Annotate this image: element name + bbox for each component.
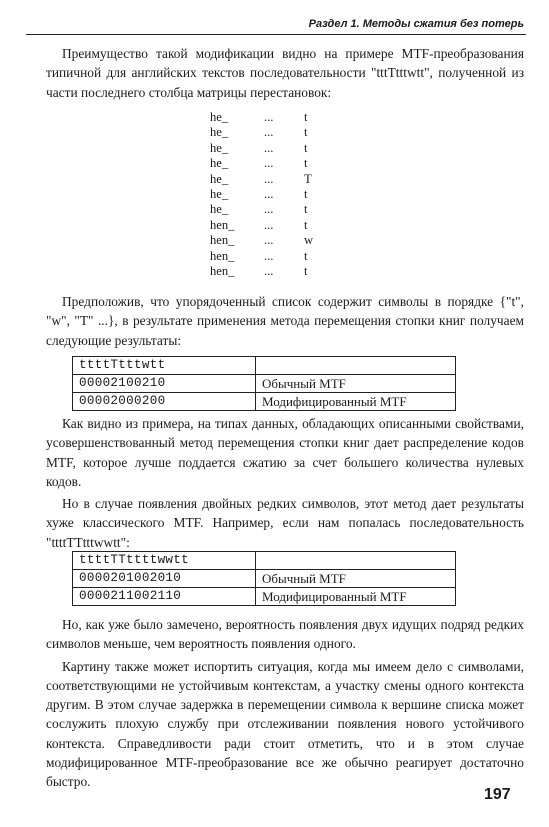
matrix-row [210, 172, 324, 187]
empty-cell [256, 552, 456, 570]
table-row [73, 393, 456, 411]
symbol-cell: t [304, 125, 308, 140]
input-sequence-cell: ttttTTttttwwtt [73, 552, 256, 570]
context-cell: hen_ [210, 263, 235, 278]
paragraph-intro [46, 44, 524, 102]
context-cell: he_ [210, 171, 229, 186]
matrix-row [210, 156, 324, 171]
paragraph-text: Как видно из примера, на типах данных, обладающих описанными свойствами, усовершенствованный метод перемещения стопки книг дает распределение кодов MTF, которое лучше поддается сжатию за счет большего количества нулевых кодов. [46, 416, 524, 489]
codes-cell: 00002100210 [73, 375, 256, 393]
codes-cell: 00002000200 [73, 393, 256, 411]
symbol-cell: t [304, 110, 308, 124]
context-cell: he_ [210, 110, 229, 124]
table-row [73, 588, 456, 606]
symbol-cell: t [304, 217, 308, 232]
symbol-cell: t [304, 156, 308, 171]
paragraph-text: Но в случае появления двойных редких символов, этот метод дает результаты хуже классического MTF. Например, если нам попалась последовательность "ttttTTtttwwtt": [46, 496, 524, 550]
paragraph-conclusion [46, 615, 524, 792]
context-cell: he_ [210, 125, 229, 140]
symbol-cell: w [304, 233, 314, 248]
symbol-cell: t [304, 202, 308, 217]
context-cell: he_ [210, 202, 229, 217]
running-header: Раздел 1. Методы сжатия без потерь [308, 18, 524, 30]
ellipsis-cell: ... [264, 110, 274, 124]
symbol-cell: t [304, 186, 308, 201]
ellipsis-cell: ... [264, 202, 274, 217]
matrix-row [210, 264, 324, 279]
codes-cell: 0000201002010 [73, 570, 256, 588]
table-row [73, 552, 456, 570]
table-row [73, 570, 456, 588]
method-label-cell: Модифицированный MTF [256, 588, 456, 606]
matrix-row [210, 233, 324, 248]
page-number: 197 [484, 786, 511, 803]
matrix-row [210, 110, 324, 125]
ellipsis-cell: ... [264, 156, 274, 171]
paragraph-text: Картину также может испортить ситуация, когда мы имеем дело с символами, соответствующими не устойчивым контекстам, а участку смены одного контекста другим. В этом случае задержка в перемещении символа к вершине списка может сослужить плохую службу при отслеживании появления нового устойчивого контекста. Справедливости ради стоит отметить, что и в этом случае модифицированное MTF-преобразование все же обычно реагирует достаточно быстро. [46, 658, 524, 790]
table-row [73, 357, 456, 375]
context-cell: hen_ [210, 248, 235, 263]
paragraph-analysis [46, 414, 524, 552]
method-label-cell: Обычный MTF [256, 570, 456, 588]
ellipsis-cell: ... [264, 233, 274, 248]
input-sequence-cell: ttttTtttwtt [73, 357, 256, 375]
context-cell: he_ [210, 140, 229, 155]
method-label-cell: Модифицированный MTF [256, 393, 456, 411]
permutation-matrix-excerpt [210, 110, 324, 279]
ellipsis-cell: ... [264, 186, 274, 201]
paragraph-assumption [46, 292, 524, 350]
symbol-cell: t [304, 140, 308, 155]
symbol-cell: t [304, 263, 308, 278]
mtf-comparison-table-1 [72, 356, 456, 411]
ellipsis-cell: ... [264, 171, 274, 186]
table-row [73, 375, 456, 393]
ellipsis-cell: ... [264, 248, 274, 263]
paragraph-text: Предположив, что упорядоченный список содержит символы в порядке {"t", "w", "T" ...}, в результате применения метода перемещения стопки книг получаем следующие результаты: [46, 294, 524, 348]
paragraph-text: Преимущество такой модификации видно на примере MTF-преобразования типичной для английских текстов последовательности "tttTtttwtt", полученной из части последнего столбца матрицы перестановок: [46, 46, 524, 100]
context-cell: he_ [210, 186, 229, 201]
matrix-row [210, 125, 324, 140]
context-cell: hen_ [210, 233, 235, 248]
context-cell: hen_ [210, 217, 235, 232]
ellipsis-cell: ... [264, 125, 274, 140]
ellipsis-cell: ... [264, 263, 274, 278]
symbol-cell: t [304, 248, 308, 263]
matrix-row [210, 187, 324, 202]
ellipsis-cell: ... [264, 217, 274, 232]
symbol-cell: T [304, 171, 312, 186]
codes-cell: 0000211002110 [73, 588, 256, 606]
paragraph-text: Но, как уже было замечено, вероятность появления двух идущих подряд редких символов меньше, чем вероятность появления одного. [46, 617, 524, 652]
context-cell: he_ [210, 156, 229, 171]
matrix-row [210, 249, 324, 264]
mtf-comparison-table-2 [72, 551, 456, 606]
method-label-cell: Обычный MTF [256, 375, 456, 393]
matrix-row [210, 202, 324, 217]
header-rule [26, 34, 526, 35]
empty-cell [256, 357, 456, 375]
matrix-row [210, 218, 324, 233]
matrix-row [210, 141, 324, 156]
ellipsis-cell: ... [264, 140, 274, 155]
